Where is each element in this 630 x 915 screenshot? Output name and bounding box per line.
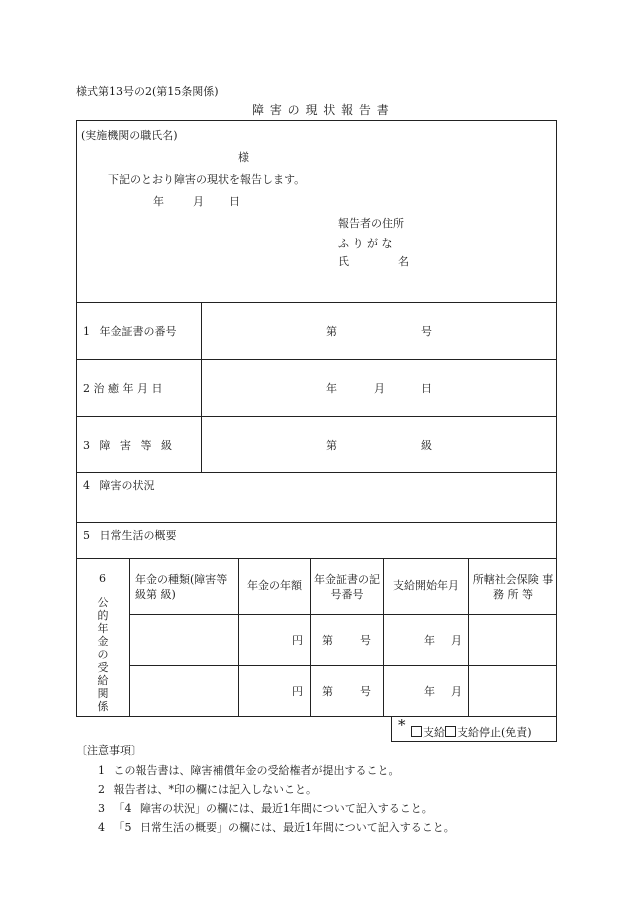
date-day: 日 [229, 195, 240, 208]
payment-suspended-option-label: 支給停止(免責) [457, 726, 532, 739]
amount-yen-unit: 円 [292, 634, 303, 647]
sama-label: 様 [238, 151, 249, 164]
recovery-month: 月 [374, 382, 385, 395]
payment-checkbox[interactable] [411, 726, 422, 737]
social-insurance-office-header: 所轄社会保険 事 務 所 等 [472, 573, 554, 601]
reporter-name-label-2: 名 [398, 255, 409, 268]
cert-dai-unit: 第 [322, 634, 333, 647]
cert-go-unit: 号 [360, 685, 371, 698]
note-item: 1 この報告書は、障害補償年金の受給権者が提出すること。 [98, 764, 400, 777]
payment-start-header: 支給開始年月 [393, 579, 459, 592]
note-item: 2 報告者は、*印の欄には記入しないこと。 [98, 783, 317, 796]
addressee-label: (実施機関の職氏名) [81, 129, 178, 142]
header-box [76, 120, 557, 303]
pension-kind-header: 年金の種類(障害等級第 級) [135, 573, 228, 601]
start-month-unit: 月 [451, 685, 462, 698]
date-month: 月 [193, 195, 204, 208]
pension-amount-header: 年金の年額 [247, 579, 302, 592]
amount-yen-unit: 円 [292, 685, 303, 698]
disability-grade-label: 3 障 害 等 級 [83, 439, 172, 452]
row-divider [76, 359, 557, 360]
column-divider [468, 558, 469, 717]
pension-cert-number-label: 1 年金証書の番号 [83, 325, 177, 338]
asterisk-mark: * [398, 716, 406, 734]
section-6-vertical-label: 公的年金の受給関係 [97, 596, 109, 713]
payment-option-label: 支給 [423, 726, 445, 739]
note-item: 4 「5 日常生活の概要」の欄には、最近1年間について記入すること。 [98, 821, 455, 834]
note-item: 3 「4 障害の状況」の欄には、最近1年間について記入すること。 [98, 802, 433, 815]
column-divider [201, 302, 202, 473]
recovery-year: 年 [326, 382, 337, 395]
cert-go-unit: 号 [360, 634, 371, 647]
row-divider [129, 614, 557, 615]
notes-heading: 〔注意事項〕 [76, 744, 142, 757]
page-title: 障 害 の 現 状 報 告 書 [252, 103, 390, 117]
pension-cert-no-header: 年金証書の記号番号 [314, 573, 380, 601]
daily-life-label: 5 日常生活の概要 [83, 529, 177, 542]
column-divider [129, 558, 130, 717]
start-year-unit: 年 [424, 685, 435, 698]
grade-dai: 第 [326, 439, 337, 452]
row-divider [129, 665, 557, 666]
disability-condition-label: 4 障害の状況 [83, 479, 155, 492]
payment-status-options [411, 726, 532, 738]
reporter-address-label: 報告者の住所 [338, 217, 404, 230]
recovery-date-label: 2 治 癒 年 月 日 [83, 382, 163, 395]
report-statement: 下記のとおり障害の現状を報告します。 [108, 173, 306, 186]
recovery-day: 日 [421, 382, 432, 395]
column-divider [310, 558, 311, 717]
reporter-name-label-1: 氏 [338, 255, 349, 268]
reporter-furigana-label: ふ り が な [338, 237, 393, 250]
row-divider [76, 416, 557, 417]
section-6-number: 6 [99, 572, 106, 585]
cert-dai-unit: 第 [322, 685, 333, 698]
start-year-unit: 年 [424, 634, 435, 647]
date-year: 年 [153, 195, 164, 208]
payment-suspended-checkbox[interactable] [445, 726, 456, 737]
pension-cert-go: 号 [421, 325, 432, 338]
start-month-unit: 月 [451, 634, 462, 647]
pension-cert-dai: 第 [326, 325, 337, 338]
form-code: 様式第13号の2(第15条関係) [76, 85, 219, 98]
grade-kyu: 級 [421, 439, 432, 452]
